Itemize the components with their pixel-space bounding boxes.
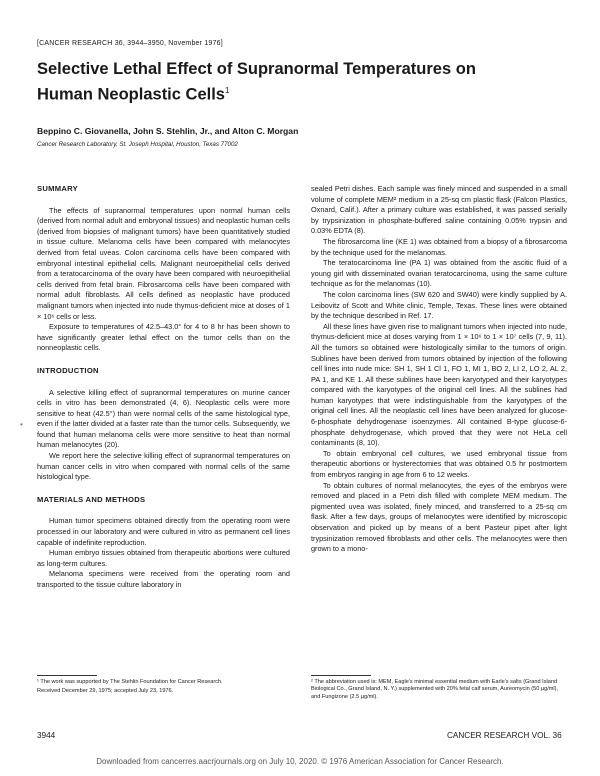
right-paragraph-7: To obtain cultures of normal melanocytes, the eyes of the embryos were removed and placed in a Petri dish filled with complete MEM medium. The pigmented uvea was isolated, finely minced, and transferred to a 25-sq cm flask. After a few days, groups of melanocytes were identified by microscopic observation and picked up by means of a bent Pasteur pipet after light trypsinization removed fibroblasts and other cells. The melanocytes were then grown to a mono- [311,480,567,554]
methods-paragraph-3: Melanoma specimens were received from the operating room and transported to the tissue culture laboratory in [37,569,290,589]
received-date: Received December 29, 1975; accepted July 23, 1976. [37,688,174,695]
footnotes-left [37,679,290,696]
author-list: Beppino C. Giovanella, John S. Stehlin, Jr., and Alton C. Morgan [37,126,299,136]
title-footnote-marker: 1 [224,86,230,95]
footnote-1: ¹ The work was supported by The Stehlin Foundation for Cancer Research. [37,679,223,685]
article-title [37,58,527,106]
footnotes-right [311,679,567,701]
affiliation: Cancer Research Laboratory, St. Joseph Hospital, Houston, Texas 77002 [37,141,238,148]
margin-mark: • [20,420,23,429]
footnote-rule-right [311,675,371,676]
methods-heading: MATERIALS AND METHODS [37,494,146,504]
summary-paragraph-2: Exposure to temperatures of 42.5–43.0° for 4 to 8 hr has been shown to have significantly greater lethal effect on the tumor cells than on the nonneoplastic cells. [37,322,290,353]
right-paragraph-4: The colon carcinoma lines (SW 620 and SW40) were kindly supplied by A. Leibovitz of Scott and White clinic, Temple, Texas. These lines were obtained by the technique described in Ref. 17. [311,289,567,321]
summary-paragraph-1: The effects of supranormal temperatures upon normal human cells (derived from normal adult and embryonal tissues) and neoplastic human cells (derived from biopsies of malignant tumors) have been quantitatively studied in tissue culture. Melanoma cells have been compared with melanocytes derived from fetal uveas. Colon carcinoma cells have been compared with embryonal intestinal epithelial cells. Malignant neuroepithelial cells derived from a teratocarcinoma of the ovary have been compared with neuroepithelial cells derived from fetal brain. Fibrosarcoma cells have been compared with normal adult fibroblasts. All cells defined as neoplastic have produced malignant tumors when injected into nude thymus-deficient mice at doses of 1 × 10⁶ cells or less. [37,205,290,321]
right-paragraph-3: The teratocarcinoma line (PA 1) was obtained from the ascitic fluid of a young girl with disseminated ovarian teratocarcinoma, using the same culture technique as for the melanomas (10). [311,258,567,289]
page-number: 3944 [37,731,56,740]
running-head: CANCER RESEARCH VOL. 36 [447,731,562,740]
summary-heading: SUMMARY [37,184,79,193]
right-column [311,184,567,555]
introduction-heading: INTRODUCTION [37,365,99,375]
footnote-rule-left [37,675,97,676]
left-column [37,184,290,591]
download-prefix: Downloaded from [96,757,162,766]
introduction-paragraph-2: We report here the selective killing effect of supranormal temperatures on human cancer cells in vitro when compared with normal cells of the same histological type. [37,451,290,482]
article-title-text: Selective Lethal Effect of Supranormal Temperatures on Human Neoplastic Cells [37,60,476,104]
right-paragraph-1: sealed Petri dishes. Each sample was finely minced and suspended in a small volume of complete MEM² medium in a 25-sq cm plastic flask (Falcon Plastics, Oxnard, Calif.). After a primary culture was established, it was passed serially by trypsinization in phosphate-buffered saline containing 0.05% trypsin and 0.03% EDTA (8). [311,184,567,236]
right-paragraph-2: The fibrosarcoma line (KE 1) was obtained from a biopsy of a fibrosarcoma by the technique used for the melanomas. [311,236,567,257]
journal-citation: [CANCER RESEARCH 36, 3944–3950, November 1976] [37,40,223,47]
right-paragraph-5: All these lines have given rise to malignant tumors when injected into nude, thymus-deficient mice at doses varying from 1 × 10⁶ to 1 × 10⁷ cells (7, 9, 11). All the tumors so obtained were histologically similar to the tumors of origin. Sublines have been derived from tumors obtained by injection of the following cell lines into nude mice: SH 1, SH 1 Cl 1, FO 1, MI 1, BO 2, LI 2, LO 2, AL 2, PA 1, and KE 1. All these sublines have been karyotyped and their karyotypes compared with the karyotypes of the original cell lines. All the sublines had human karyotypes that were indistinguishable from the karyotypes of the original cell lines. All the neoplastic cell lines have been analyzed for glucose-6-phosphate dehydrogenase isoenzymes. All contained B-type glucose-6-phosphate dehydrogenase, which proved that they were not HeLa cell contaminants (8, 10). [311,321,567,448]
download-suffix: on July 10, 2020. © 1976 American Association for Cancer Research. [255,757,504,766]
download-notice [0,757,600,766]
download-link[interactable]: cancerres.aacrjournals.org [161,757,256,766]
methods-paragraph-1: Human tumor specimens obtained directly from the operating room were processed in our laboratory and were cultured in vitro as permanent cell lines capable of indefinite reproduction. [37,516,290,547]
introduction-paragraph-1: A selective killing effect of supranormal temperatures on murine cancer cells in vitro has been demonstrated (4, 6). Neoplastic cells were more sensitive to heat (42.5°) than were normal cells of the same histological type, even if the latter divided at a faster rate than the tumor cells. Subsequently, we found that human melanoma cells were more sensitive to heat than normal human melanocytes (20). [37,387,290,450]
methods-paragraph-2: Human embryo tissues obtained from therapeutic abortions were cultured as long-term cultures. [37,548,290,568]
right-paragraph-6: To obtain embryonal cell cultures, we used embryonal tissue from therapeutic abortions or hysterectomies that was obtained 0.5 hr postmortem from embryos ranging in age from 6 to 12 weeks. [311,448,567,480]
footnote-2: ² The abbreviation used is: MEM, Eagle's minimal essential medium with Earle's salts (Grand Island Biological Co., Grand Island, N. Y.) supplemented with 20% fetal calf serum, Aureomycin (50 µg/ml), and Fungizone (2.5 µg/ml). [311,679,559,700]
